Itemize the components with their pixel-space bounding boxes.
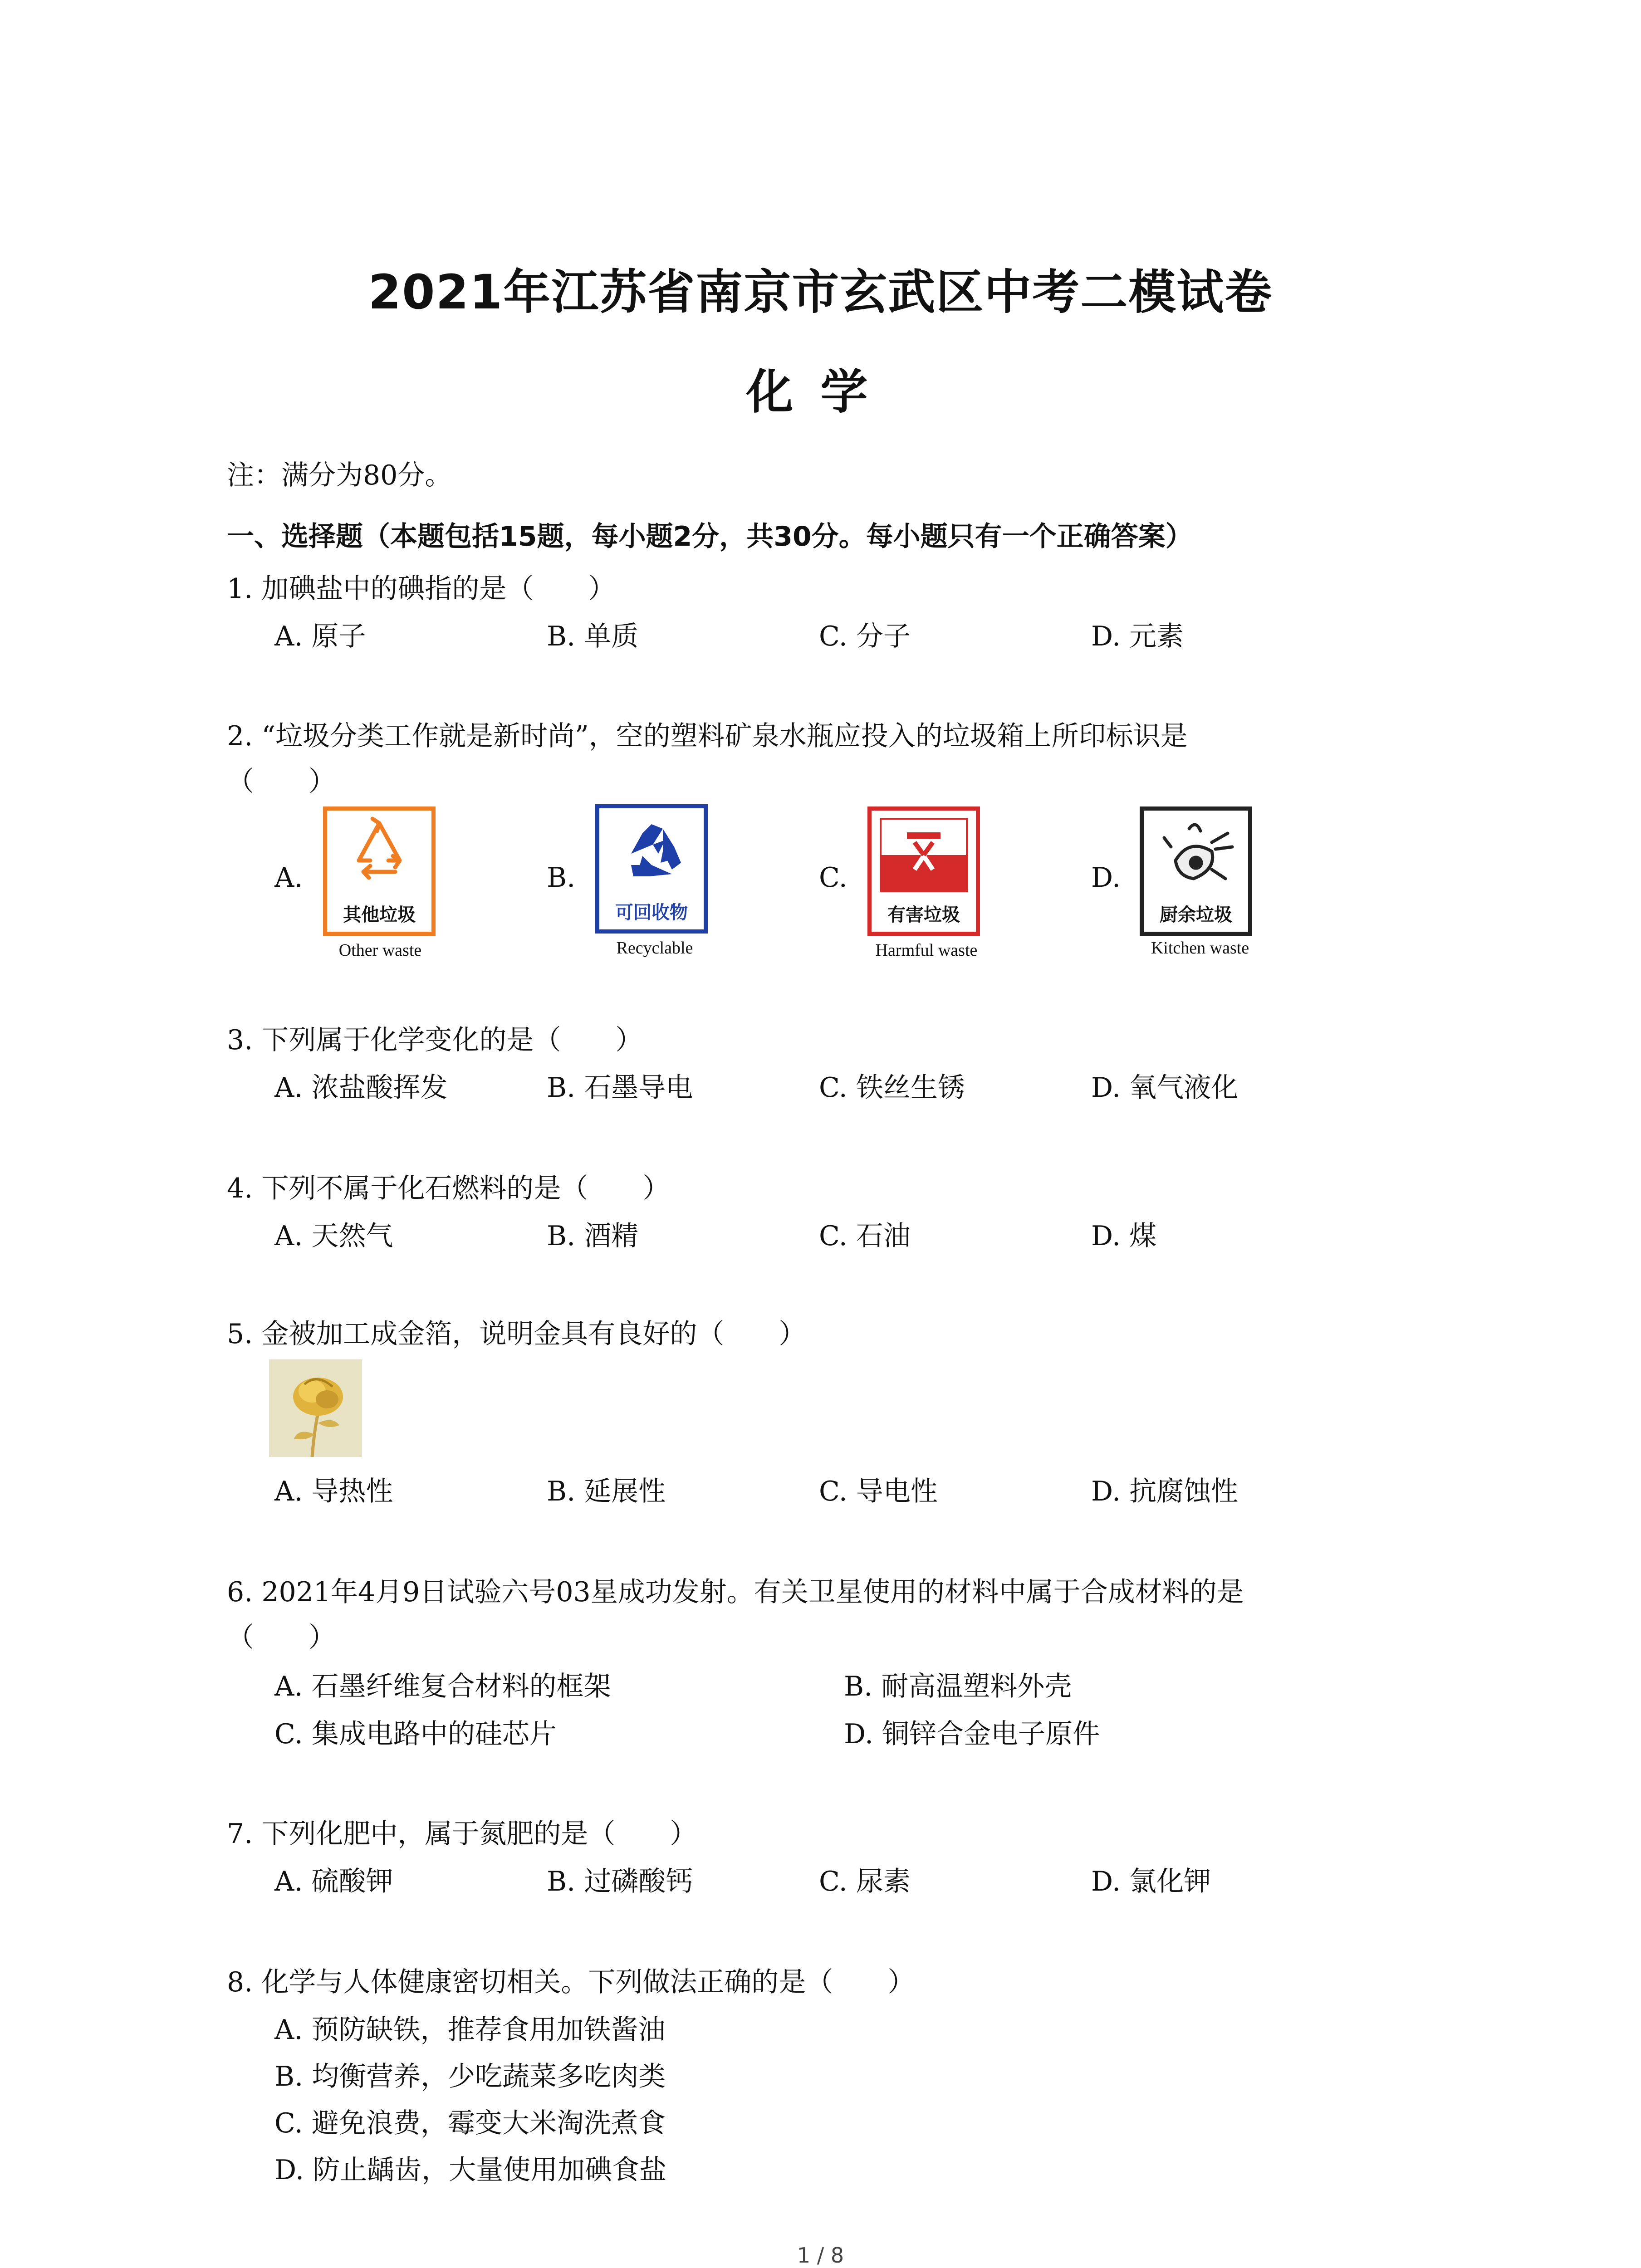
other-waste-icon — [327, 811, 431, 897]
exam-note: 注：满分为80分。 — [227, 459, 452, 491]
question-2-label-a: A. — [274, 862, 303, 894]
section-heading: 一、选择题（本题包括15题，每小题2分，共30分。每小题只有一个正确答案） — [227, 521, 1193, 552]
question-5-stem: 5. 金被加工成金箔，说明金具有良好的（ ） — [227, 1318, 806, 1350]
question-7-stem: 7. 下列化肥中，属于氮肥的是（ ） — [227, 1818, 697, 1850]
question-1-option-a: A. 原子 — [274, 621, 366, 652]
question-6-option-c: C. 集成电路中的硅芯片 — [274, 1718, 557, 1750]
question-6-option-d: D. 铜锌合金电子原件 — [844, 1718, 1100, 1750]
question-8-option-c: C. 避免浪费，霉变大米淘洗煮食 — [274, 2107, 666, 2139]
question-2-stem-paren: （ ） — [227, 766, 336, 797]
bin-kitchen-waste-label: 厨余垃圾 — [1160, 904, 1232, 925]
question-7-option-b: B. 过磷酸钙 — [547, 1866, 693, 1897]
question-8-option-b: B. 均衡营养，少吃蔬菜多吃肉类 — [274, 2061, 666, 2092]
question-1-option-d: D. 元素 — [1091, 621, 1184, 652]
question-6-stem-paren: （ ） — [227, 1622, 336, 1653]
question-8-stem: 8. 化学与人体健康密切相关。下列做法正确的是（ ） — [227, 1966, 915, 1998]
question-2-label-c: C. — [819, 862, 847, 894]
question-3-stem: 3. 下列属于化学变化的是（ ） — [227, 1024, 643, 1056]
kitchen-waste-icon — [1144, 811, 1248, 897]
question-6-option-a: A. 石墨纤维复合材料的框架 — [274, 1671, 611, 1702]
question-5-option-a: A. 导热性 — [274, 1476, 393, 1507]
bin-kitchen-waste — [1140, 807, 1252, 936]
bin-other-waste-caption: Other waste — [338, 941, 422, 960]
question-5-option-b: B. 延展性 — [547, 1476, 666, 1507]
question-7-option-c: C. 尿素 — [819, 1866, 911, 1897]
question-5-option-c: C. 导电性 — [819, 1476, 938, 1507]
question-1-option-b: B. 单质 — [547, 621, 639, 652]
gold-foil-rose-image — [269, 1359, 362, 1457]
question-3-option-a: A. 浓盐酸挥发 — [274, 1072, 448, 1104]
question-2-label-d: D. — [1091, 862, 1121, 894]
bin-recyclable-label: 可回收物 — [615, 902, 688, 923]
question-5-option-d: D. 抗腐蚀性 — [1091, 1476, 1239, 1507]
bin-recyclable — [595, 804, 708, 934]
bin-harmful-waste-label: 有害垃圾 — [887, 904, 960, 925]
bin-harmful-waste — [867, 807, 980, 936]
question-6-stem: 6. 2021年4月9日试验六号03星成功发射。有关卫星使用的材料中属于合成材料的是 — [227, 1576, 1244, 1608]
question-4-stem: 4. 下列不属于化石燃料的是（ ） — [227, 1173, 670, 1204]
recycle-icon — [599, 808, 704, 894]
question-8-option-a: A. 预防缺铁，推荐食用加铁酱油 — [274, 2014, 666, 2046]
question-1-stem: 1. 加碘盐中的碘指的是（ ） — [227, 573, 616, 605]
question-4-option-d: D. 煤 — [1091, 1220, 1157, 1252]
bin-recyclable-caption: Recyclable — [616, 938, 693, 958]
question-6-option-b: B. 耐高温塑料外壳 — [844, 1671, 1072, 1702]
question-2-stem: 2. “垃圾分类工作就是新时尚”，空的塑料矿泉水瓶应投入的垃圾箱上所印标识是 — [227, 720, 1188, 752]
subject-title: 化学 — [746, 364, 895, 420]
question-7-option-a: A. 硫酸钾 — [274, 1866, 393, 1897]
question-4-option-b: B. 酒精 — [547, 1220, 639, 1252]
question-4-option-c: C. 石油 — [819, 1220, 911, 1252]
question-3-option-c: C. 铁丝生锈 — [819, 1072, 965, 1104]
page-number: 1 / 8 — [797, 2243, 844, 2268]
bin-other-waste — [323, 807, 436, 936]
question-3-option-b: B. 石墨导电 — [547, 1072, 693, 1104]
question-7-option-d: D. 氯化钾 — [1091, 1866, 1211, 1897]
bin-harmful-waste-caption: Harmful waste — [875, 941, 978, 960]
bin-kitchen-waste-caption: Kitchen waste — [1151, 938, 1249, 958]
question-2-label-b: B. — [547, 862, 576, 894]
bin-other-waste-label: 其他垃圾 — [343, 904, 416, 925]
question-4-option-a: A. 天然气 — [274, 1220, 393, 1252]
question-8-option-d: D. 防止龋齿，大量使用加碘食盐 — [274, 2154, 667, 2186]
harmful-waste-icon — [872, 811, 976, 897]
page-title: 2021年江苏省南京市玄武区中考二模试卷 — [368, 264, 1273, 320]
question-3-option-d: D. 氧气液化 — [1091, 1072, 1239, 1104]
question-1-option-c: C. 分子 — [819, 621, 911, 652]
